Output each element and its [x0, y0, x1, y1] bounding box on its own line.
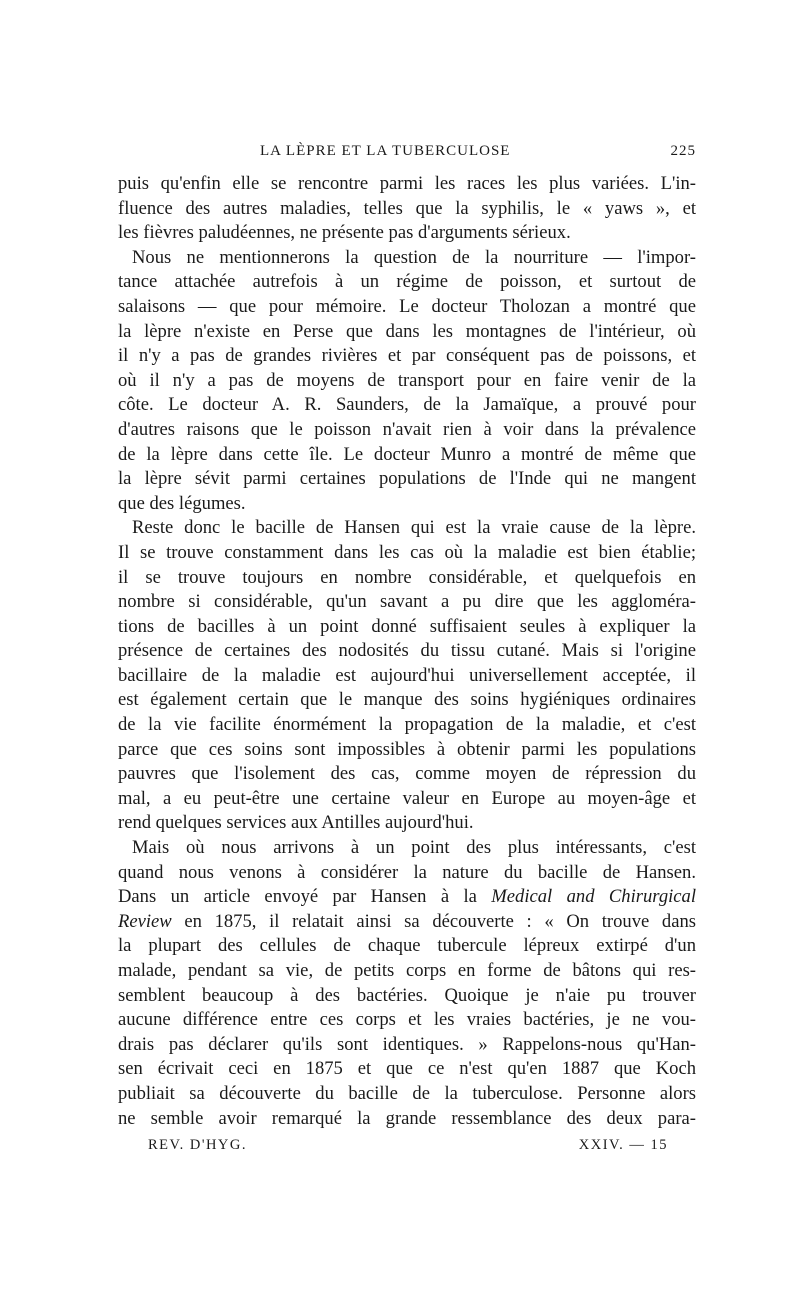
text-line: les fièvres paludéennes, ne présente pas d'arguments sérieux. — [118, 222, 571, 244]
page-number: 225 — [670, 143, 696, 159]
body-text — [118, 172, 696, 1131]
text-line: drais pas déclarer qu'ils sont identiques. » Rappelons-nous qu'Han- — [118, 1033, 696, 1055]
text-line: nombre si considérable, qu'un savant a pu dire que les aggloméra- — [118, 591, 696, 613]
text-line: Mais où nous arrivons à un point des plus intéressants, c'est — [132, 837, 696, 859]
text-line: de la vie facilite énormément la propagation de la maladie, et c'est — [118, 714, 696, 736]
text-line: quand nous venons à considérer la nature du bacille de Hansen. — [118, 861, 696, 883]
text-line-with-italic — [118, 910, 696, 935]
text-line: côte. Le docteur A. R. Saunders, de la Jamaïque, a prouvé pour — [118, 394, 696, 416]
text-line: aucune différence entre ces corps et les vraies bactéries, je ne vou- — [118, 1009, 696, 1031]
text-line: ne semble avoir remarqué la grande ressemblance des deux para- — [118, 1107, 696, 1129]
text-line-with-italic — [118, 885, 696, 910]
page-footer — [118, 1135, 696, 1159]
text-line: la plupart des cellules de chaque tubercule lépreux extirpé d'un — [118, 935, 696, 957]
text-line: Reste donc le bacille de Hansen qui est la vraie cause de la lèpre. — [132, 517, 696, 539]
text-line: bacillaire de la maladie est aujourd'hui universellement acceptée, il — [118, 664, 696, 686]
text-line: la lèpre n'existe en Perse que dans les montagnes de l'intérieur, où — [118, 320, 696, 342]
text-line: salaisons — que pour mémoire. Le docteur Tholozan a montré que — [118, 295, 696, 317]
text-line: semblent beaucoup à des bactéries. Quoique je n'aie pu trouver — [118, 984, 696, 1006]
text-line: sen écrivait ceci en 1875 et que ce n'est qu'en 1887 que Koch — [118, 1058, 696, 1080]
document-page — [118, 140, 696, 1159]
journal-title-italic: Review — [118, 910, 172, 932]
text-fragment: Dans un article envoyé par Hansen à la — [118, 886, 492, 908]
text-line: pauvres que l'isolement des cas, comme moyen de répression du — [118, 763, 696, 785]
text-line: de la lèpre dans cette île. Le docteur Munro a montré de même que — [118, 443, 696, 465]
text-line: il se trouve toujours en nombre considérable, et quelquefois en — [118, 566, 696, 588]
text-line: d'autres raisons que le poisson n'avait rien à voir dans la prévalence — [118, 418, 696, 440]
text-line: tions de bacilles à un point donné suffisaient seules à expliquer la — [118, 615, 696, 637]
text-line: il n'y a pas de grandes rivières et par conséquent pas de poissons, et — [118, 345, 696, 367]
text-line: Il se trouve constamment dans les cas où la maladie est bien établie; — [118, 541, 696, 563]
text-line: rend quelques services aux Antilles aujourd'hui. — [118, 812, 474, 834]
footer-journal: REV. D'HYG. — [148, 1137, 248, 1154]
footer-volume-signature: XXIV. — 15 — [578, 1137, 668, 1154]
text-line: où il n'y a pas de moyens de transport pour en faire venir de la — [118, 369, 696, 391]
running-title: LA LÈPRE ET LA TUBERCULOSE — [260, 143, 511, 159]
text-line: Nous ne mentionnerons la question de la nourriture — l'impor- — [132, 246, 696, 268]
text-line: puis qu'enfin elle se rencontre parmi les races les plus variées. L'in- — [118, 173, 696, 194]
text-line: malade, pendant sa vie, de petits corps en forme de bâtons qui res- — [118, 960, 696, 981]
text-line: présence de certaines des nodosités du tissu cutané. Mais si l'origine — [118, 640, 696, 662]
text-line: tance attachée autrefois à un régime de poisson, et surtout de — [118, 271, 696, 293]
text-line: que des légumes. — [118, 492, 246, 514]
text-line: la lèpre sévit parmi certaines populations de l'Inde qui ne mangent — [118, 468, 696, 490]
running-head — [118, 140, 696, 164]
text-fragment: en 1875, il relatait ainsi sa découverte : « On trouve dans — [171, 910, 696, 932]
text-line: mal, a eu peut-être une certaine valeur en Europe au moyen-âge et — [118, 787, 696, 809]
journal-title-italic: Medical and Chirurgical — [491, 886, 696, 908]
text-line: fluence des autres maladies, telles que la syphilis, le « yaws », et — [118, 197, 696, 219]
text-line: publiait sa découverte du bacille de la tuberculose. Personne alors — [118, 1082, 696, 1104]
text-line: est également certain que le manque des soins hygiéniques ordinaires — [118, 689, 696, 711]
text-line: parce que ces soins sont impossibles à obtenir parmi les populations — [118, 738, 696, 760]
